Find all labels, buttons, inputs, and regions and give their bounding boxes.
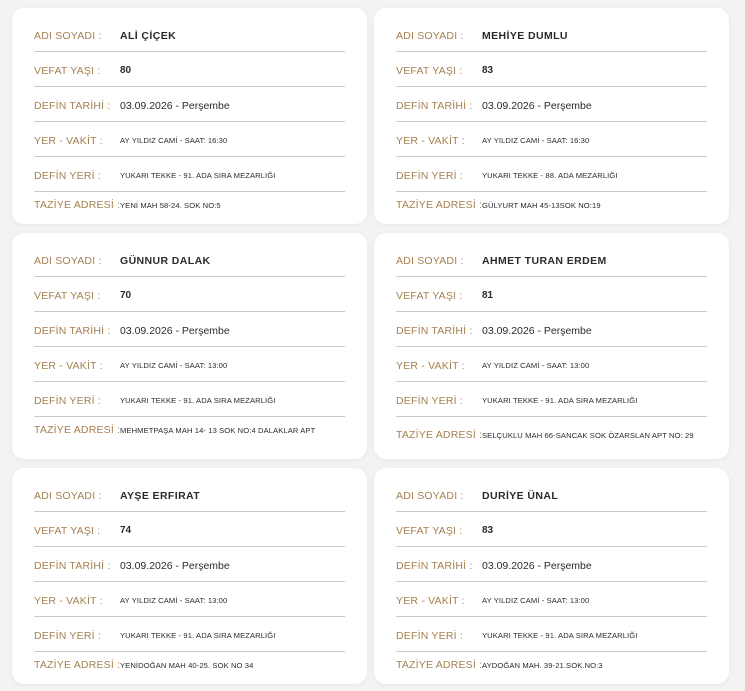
place-time-label: YER - VAKİT : [34,134,103,147]
burial-date-value: 03.09.2026 - Perşembe [120,99,230,112]
place-time-row [34,585,345,617]
burial-date-row [396,315,707,347]
name-label: ADI SOYADI : [34,254,102,267]
obituary-card [374,8,729,224]
burial-place-row [34,620,345,652]
burial-date-row [396,550,707,582]
burial-place-label: DEFİN YERİ : [396,629,463,642]
age-row [396,515,707,547]
age-label: VEFAT YAŞI : [34,524,101,537]
condolence-address-label: TAZİYE ADRESİ : [396,659,483,671]
burial-date-label: DEFİN TARİHİ : [396,324,473,337]
condolence-address-row [34,655,345,675]
place-time-label: YER - VAKİT : [34,594,103,607]
name-value: ALİ ÇİÇEK [120,29,177,42]
place-time-value: AY YILDIZ CAMİ - SAAT: 16:30 [120,136,228,145]
age-value: 80 [120,65,132,76]
condolence-address-row [396,655,707,675]
burial-date-label: DEFİN TARİHİ : [34,559,111,572]
age-value: 74 [120,525,132,536]
burial-place-value: YUKARI TEKKE - 91. ADA SIRA MEZARLIĞI [120,396,276,405]
place-time-row [396,125,707,157]
age-label: VEFAT YAŞI : [396,64,463,77]
burial-place-value: YUKARI TEKKE - 88. ADA MEZARLIĞI [482,171,618,180]
place-time-label: YER - VAKİT : [34,359,103,372]
condolence-address-label: TAZİYE ADRESİ : [396,199,483,211]
name-row [34,480,345,512]
place-time-row [34,125,345,157]
condolence-address-row [34,195,345,215]
burial-place-label: DEFİN YERİ : [396,169,463,182]
age-value: 83 [482,525,494,536]
burial-date-row [396,90,707,122]
burial-place-label: DEFİN YERİ : [396,394,463,407]
burial-date-label: DEFİN TARİHİ : [396,99,473,112]
name-row [34,245,345,277]
condolence-address-value: SELÇUKLU MAH 66-SANCAK SOK ÖZARSLAN APT NO: 29 [482,430,694,440]
burial-place-row [396,620,707,652]
burial-place-label: DEFİN YERİ : [34,394,101,407]
condolence-address-value: YENİ MAH 58-24. SOK NO:5 [120,200,221,210]
burial-date-row [34,90,345,122]
place-time-label: YER - VAKİT : [396,359,465,372]
place-time-value: AY YILDIZ CAMİ - SAAT: 13:00 [482,361,590,370]
name-row [34,20,345,52]
condolence-address-value: GÜLYURT MAH 45-13SOK NO:19 [482,200,601,210]
burial-place-value: YUKARI TEKKE - 91. ADA SIRA MEZARLIĞI [482,631,638,640]
place-time-row [396,585,707,617]
obituary-card [12,233,367,459]
name-label: ADI SOYADI : [396,489,464,502]
place-time-value: AY YILDIZ CAMİ - SAAT: 13:00 [120,361,228,370]
name-label: ADI SOYADI : [396,29,464,42]
place-time-label: YER - VAKİT : [396,594,465,607]
condolence-address-label: TAZİYE ADRESİ : [396,429,483,441]
age-row [396,280,707,312]
obituary-card [374,468,729,684]
age-value: 70 [120,290,132,301]
name-value: DURİYE ÜNAL [482,489,559,502]
condolence-address-value: YENİDOĞAN MAH 40-25. SOK NO 34 [120,660,254,670]
condolence-address-label: TAZİYE ADRESİ : [34,424,121,436]
age-label: VEFAT YAŞI : [396,524,463,537]
burial-date-value: 03.09.2026 - Perşembe [482,99,592,112]
condolence-address-row [34,420,345,440]
age-row [34,55,345,87]
burial-place-row [34,385,345,417]
place-time-row [34,350,345,382]
burial-place-row [396,385,707,417]
name-label: ADI SOYADI : [34,29,102,42]
burial-date-label: DEFİN TARİHİ : [34,324,111,337]
obituary-card [12,468,367,684]
obituary-card [12,8,367,224]
name-value: AHMET TURAN ERDEM [482,254,607,267]
name-label: ADI SOYADI : [34,489,102,502]
condolence-address-row [396,195,707,215]
age-row [34,280,345,312]
age-value: 83 [482,65,494,76]
condolence-address-label: TAZİYE ADRESİ : [34,199,121,211]
burial-place-row [34,160,345,192]
place-time-row [396,350,707,382]
burial-date-value: 03.09.2026 - Perşembe [482,324,592,337]
burial-date-label: DEFİN TARİHİ : [34,99,111,112]
name-value: MEHİYE DUMLU [482,29,568,42]
place-time-value: AY YILDIZ CAMİ - SAAT: 13:00 [482,596,590,605]
burial-place-label: DEFİN YERİ : [34,169,101,182]
burial-place-value: YUKARI TEKKE - 91. ADA SIRA MEZARLIĞI [482,396,638,405]
burial-place-label: DEFİN YERİ : [34,629,101,642]
burial-date-value: 03.09.2026 - Perşembe [120,324,230,337]
name-value: GÜNNUR DALAK [120,254,211,267]
name-row [396,480,707,512]
condolence-address-value: MEHMETPAŞA MAH 14- 13 SOK NO:4 DALAKLAR APT [120,425,316,435]
age-label: VEFAT YAŞI : [34,64,101,77]
age-row [34,515,345,547]
name-value: AYŞE ERFIRAT [120,489,201,502]
name-row [396,20,707,52]
burial-place-value: YUKARI TEKKE - 91. ADA SIRA MEZARLIĞI [120,171,276,180]
age-label: VEFAT YAŞI : [396,289,463,302]
burial-date-value: 03.09.2026 - Perşembe [120,559,230,572]
burial-date-label: DEFİN TARİHİ : [396,559,473,572]
age-label: VEFAT YAŞI : [34,289,101,302]
name-label: ADI SOYADI : [396,254,464,267]
place-time-value: AY YILDIZ CAMİ - SAAT: 16:30 [482,136,590,145]
condolence-address-row [396,420,707,450]
obituary-card [374,233,729,459]
burial-place-row [396,160,707,192]
name-row [396,245,707,277]
burial-date-row [34,315,345,347]
age-value: 81 [482,290,494,301]
place-time-label: YER - VAKİT : [396,134,465,147]
burial-place-value: YUKARI TEKKE - 91. ADA SIRA MEZARLIĞI [120,631,276,640]
burial-date-value: 03.09.2026 - Perşembe [482,559,592,572]
age-row [396,55,707,87]
burial-date-row [34,550,345,582]
condolence-address-label: TAZİYE ADRESİ : [34,659,121,671]
condolence-address-value: AYDOĞAN MAH. 39-21.SOK.NO:3 [482,660,603,670]
place-time-value: AY YILDIZ CAMİ - SAAT: 13:00 [120,596,228,605]
